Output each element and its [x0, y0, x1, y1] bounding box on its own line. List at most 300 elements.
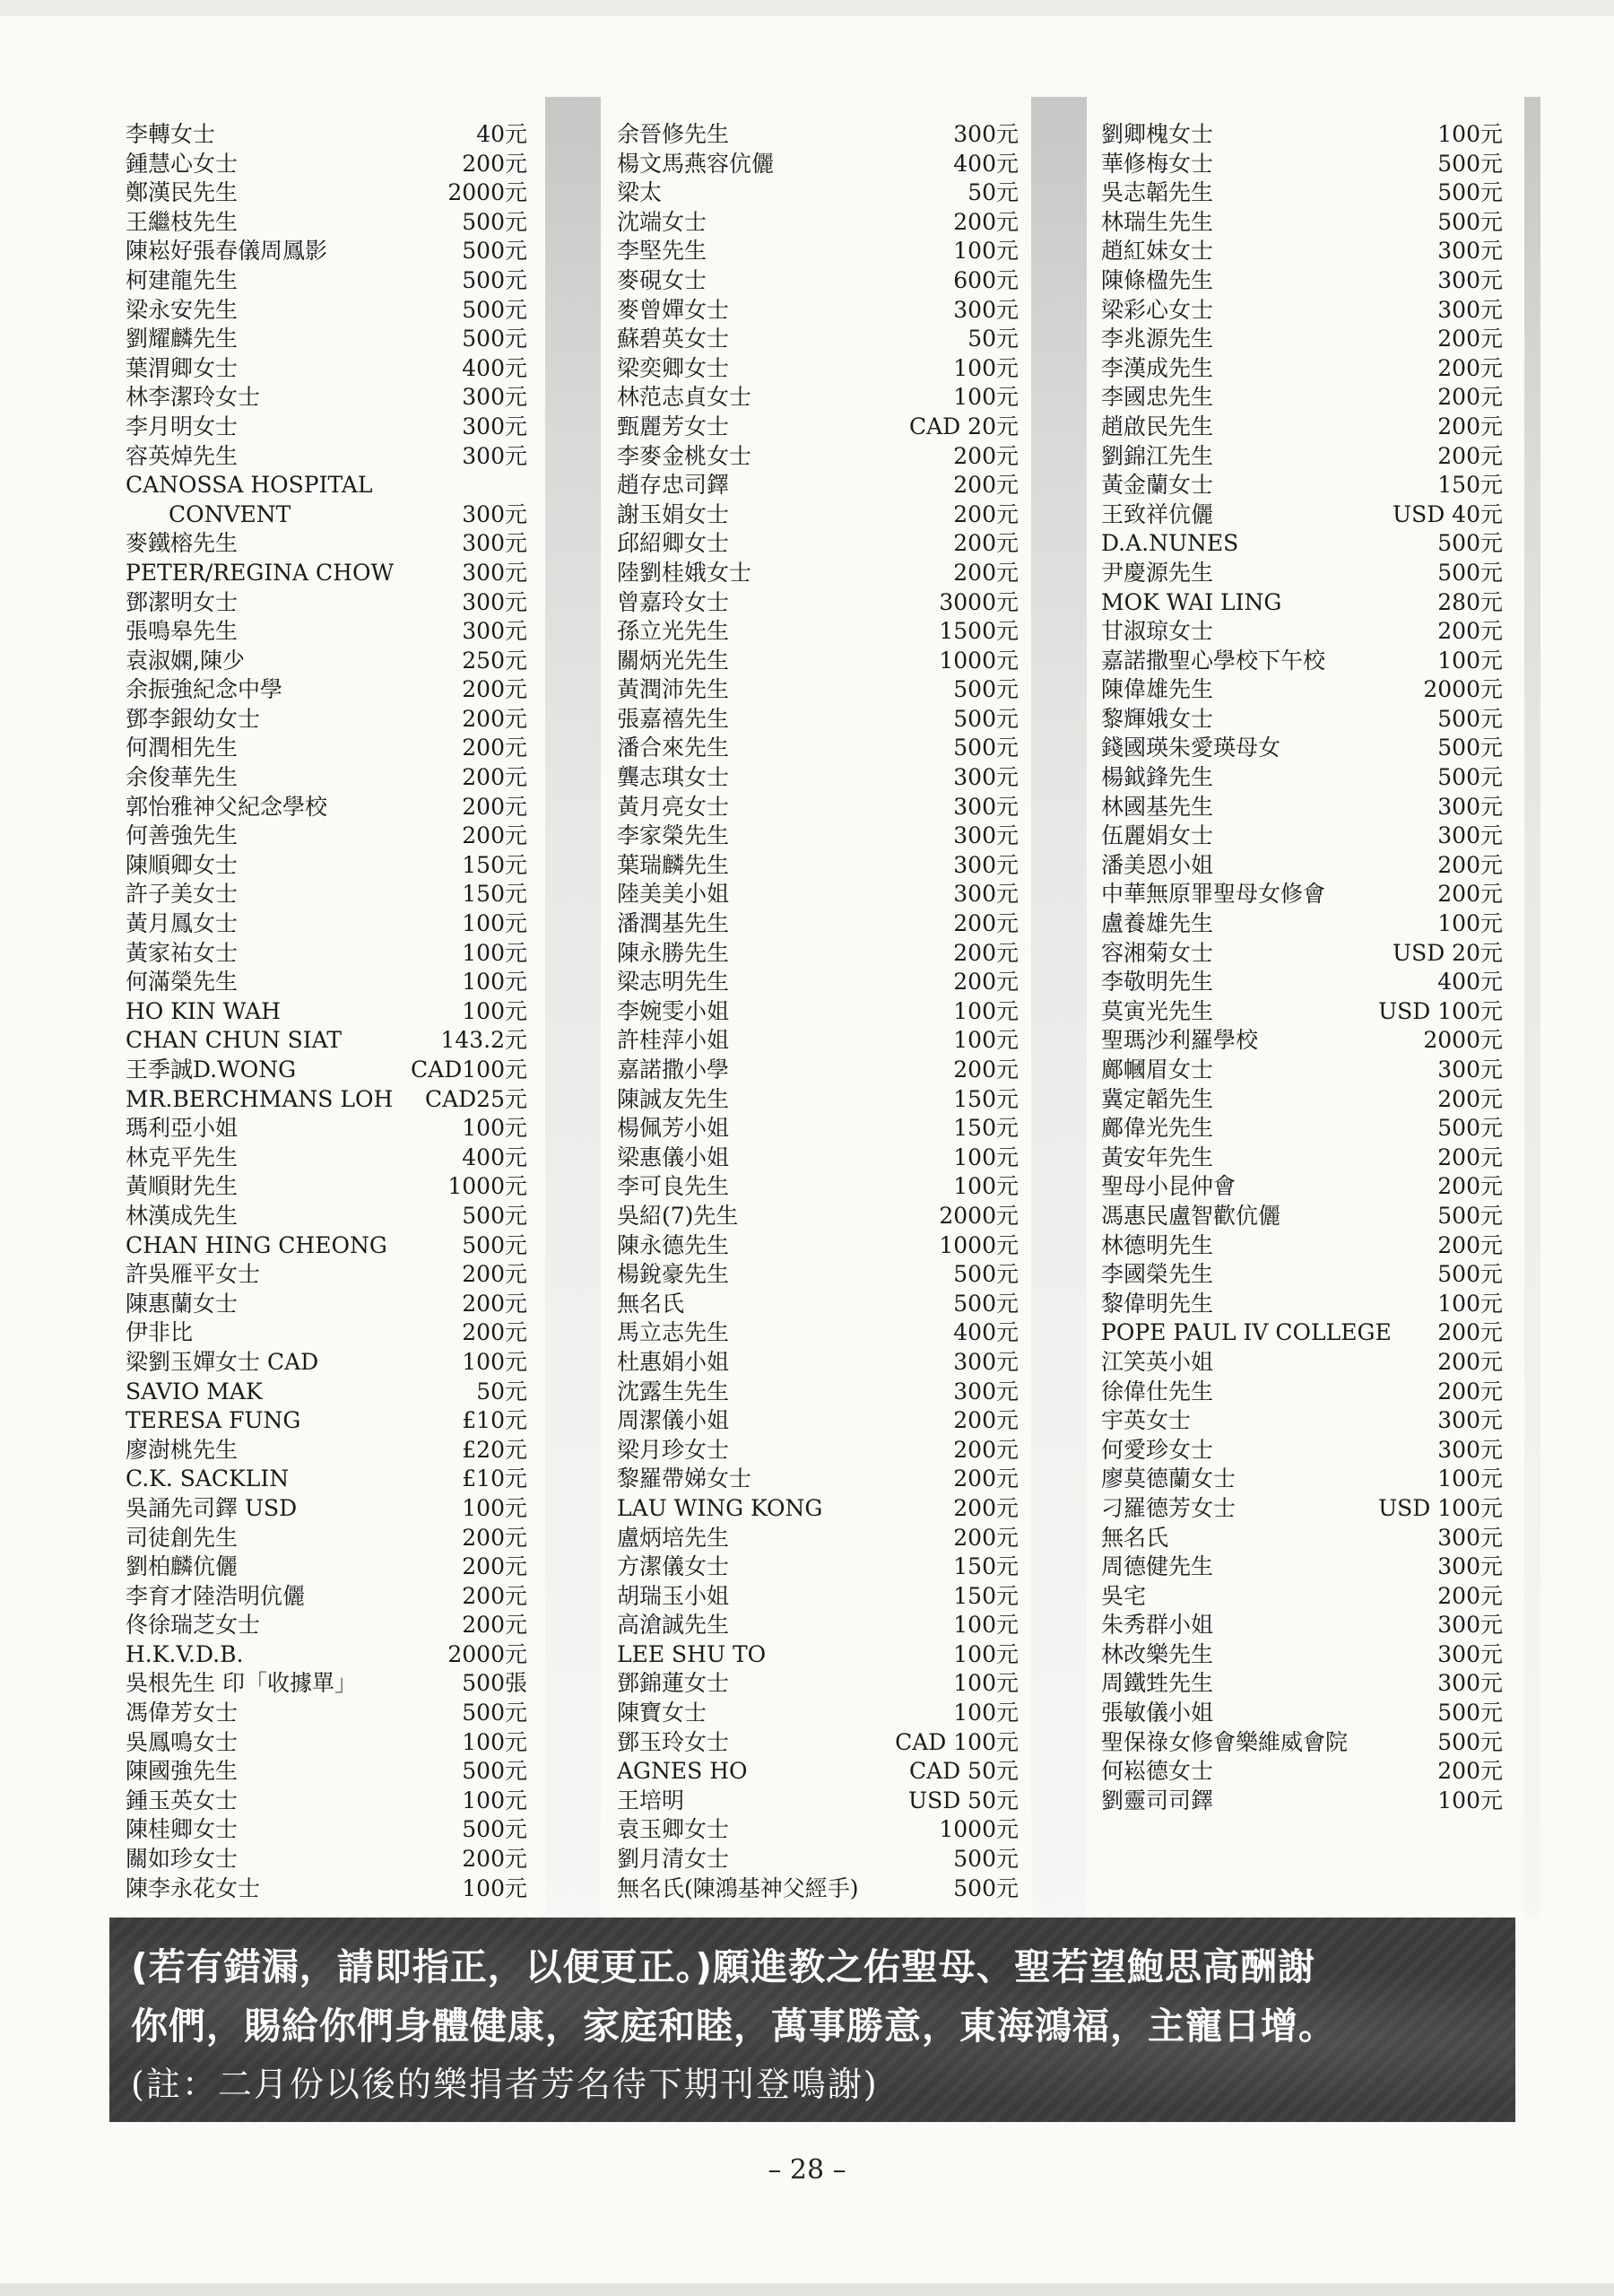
donation-amount: 200元 [953, 1465, 1019, 1492]
donation-amount: 500元 [1437, 1700, 1503, 1726]
donation-amount: 100元 [462, 969, 527, 996]
donor-name: 嘉諾撒小學 [617, 1057, 730, 1083]
donation-amount: 300元 [953, 822, 1019, 849]
donor-name: HO KIN WAH [126, 997, 281, 1024]
donation-amount: 100元 [462, 910, 527, 937]
donor-row [1101, 500, 1503, 530]
donor-row [617, 1085, 1019, 1115]
donor-name: 許桂萍小姐 [617, 1027, 730, 1054]
donor-name: 容英焯先生 [126, 442, 239, 469]
donor-name: 李國榮先生 [1101, 1261, 1214, 1288]
donor-row [1101, 559, 1503, 588]
donor-row [126, 1669, 527, 1699]
donor-row [1101, 1114, 1503, 1144]
donation-amount: 500元 [953, 1846, 1019, 1873]
donor-row [617, 178, 1019, 208]
donor-name: 黃月鳳女士 [126, 910, 239, 937]
donation-amount: 2000元 [1423, 676, 1503, 703]
donation-amount: 100元 [953, 1612, 1019, 1639]
donor-name: 甄麗芳女士 [617, 413, 730, 439]
donor-name: 吳志韜先生 [1101, 179, 1214, 206]
donation-amount: 100元 [953, 1173, 1019, 1200]
donor-row [617, 471, 1019, 500]
donor-name: 劉耀麟先生 [126, 326, 239, 352]
donor-row [617, 1757, 1019, 1787]
donor-name: 甘淑琼女士 [1101, 618, 1214, 645]
donor-name: 許子美女士 [126, 881, 239, 908]
donor-name: 黎羅帶娣女士 [617, 1465, 752, 1492]
donation-amount: £10元 [462, 1465, 527, 1492]
donor-name: TERESA FUNG [126, 1407, 301, 1434]
donor-row [126, 1290, 527, 1319]
donor-row [617, 1845, 1019, 1874]
donor-name: 劉錦江先生 [1101, 442, 1214, 469]
donation-amount: 100元 [953, 1144, 1019, 1170]
donor-row [1101, 325, 1503, 354]
donor-name: 林范志貞女士 [617, 384, 752, 411]
donor-row [1101, 793, 1503, 822]
notice-footnote: (註：二月份以後的樂捐者芳名待下期刊登鳴謝) [131, 2065, 879, 2104]
donation-amount: 200元 [1437, 354, 1503, 381]
donor-name: 林改樂先生 [1101, 1640, 1214, 1667]
donor-name: 黃安年先生 [1101, 1144, 1214, 1170]
donation-amount: 500元 [953, 705, 1019, 732]
donor-row [617, 1144, 1019, 1173]
donor-row [617, 1524, 1019, 1553]
donation-amount: 200元 [462, 705, 527, 732]
donor-row [617, 1231, 1019, 1261]
donation-amount: 280元 [1437, 588, 1503, 615]
donor-row [1101, 1582, 1503, 1612]
donor-name: C.K. SACKLIN [126, 1465, 290, 1492]
donor-name: 李敬明先生 [1101, 969, 1214, 996]
notice-line-2: 你們，賜給你們身體健康，家庭和睦，萬事勝意，東海鴻福，主寵日增。 [131, 2005, 1336, 2048]
donor-name: 容湘菊女士 [1101, 939, 1214, 966]
donor-name: CONVENT [169, 500, 291, 527]
donation-amount: 300元 [462, 618, 527, 645]
donor-name: 陸美美小姐 [617, 881, 730, 908]
donation-amount: 500元 [1437, 1261, 1503, 1288]
donor-row [1101, 1056, 1503, 1085]
donor-name: 沈端女士 [617, 208, 707, 235]
donor-row [126, 968, 527, 997]
donation-amount: 2000元 [447, 179, 527, 206]
donor-row [1101, 1524, 1503, 1553]
donor-name: 楊佩芳小姐 [617, 1115, 730, 1142]
donor-row [617, 120, 1019, 150]
donation-amount: USD 100元 [1378, 1494, 1503, 1521]
donation-amount: 200元 [462, 1319, 527, 1346]
donor-row [617, 1552, 1019, 1582]
donor-row [1101, 880, 1503, 909]
donor-name: 江笑英小姐 [1101, 1348, 1214, 1375]
donation-amount: 100元 [953, 1700, 1019, 1726]
donor-row [617, 325, 1019, 354]
donation-amount: 200元 [953, 472, 1019, 499]
donor-name: 鍾玉英女士 [126, 1787, 239, 1813]
donor-row [1101, 1552, 1503, 1582]
donor-row [126, 1406, 527, 1436]
donor-name: 華修梅女士 [1101, 150, 1214, 177]
donation-amount: 300元 [1437, 1612, 1503, 1639]
donation-amount: 150元 [953, 1085, 1019, 1112]
donor-row [1101, 1640, 1503, 1670]
donor-row [617, 1436, 1019, 1465]
donation-amount: 300元 [953, 793, 1019, 820]
donor-name: 王培明 [617, 1787, 685, 1813]
donor-name: 鄧玉玲女士 [617, 1728, 730, 1755]
donor-name: MOK WAI LING [1101, 588, 1282, 615]
donor-row [126, 1524, 527, 1553]
donation-amount: 200元 [1437, 413, 1503, 439]
donation-amount: 200元 [953, 969, 1019, 996]
donation-amount: 50元 [968, 179, 1019, 206]
donor-name: 李漢成先生 [1101, 354, 1214, 381]
donor-name: 馮偉芳女士 [126, 1700, 239, 1726]
donor-row [126, 1874, 527, 1904]
donation-amount: 100元 [953, 354, 1019, 381]
donor-row [126, 150, 527, 179]
donation-amount: 150元 [953, 1582, 1019, 1609]
donation-amount: 300元 [462, 588, 527, 615]
donation-amount: 100元 [462, 1115, 527, 1142]
donation-amount: 200元 [1437, 384, 1503, 411]
donor-row [1101, 1406, 1503, 1436]
donor-row [1101, 968, 1503, 997]
donor-row [617, 354, 1019, 384]
donation-amount: CAD100元 [411, 1057, 527, 1083]
donor-row [126, 178, 527, 208]
donor-name: 麥硯女士 [617, 266, 707, 293]
donor-row [1101, 675, 1503, 705]
donor-row [126, 880, 527, 909]
donation-amount: 200元 [462, 764, 527, 791]
donation-amount: 200元 [462, 822, 527, 849]
donor-row [1101, 413, 1503, 442]
donation-amount: 100元 [953, 238, 1019, 265]
donation-amount: 500元 [462, 1202, 527, 1229]
donor-row [126, 1114, 527, 1144]
page-bottom-edge [0, 2283, 1614, 2296]
donor-row [617, 1260, 1019, 1290]
donor-row [126, 1640, 527, 1670]
donor-name: 關如珍女士 [126, 1846, 239, 1873]
donor-name: 楊鉞鋒先生 [1101, 764, 1214, 791]
donation-amount: 200元 [1437, 1582, 1503, 1609]
donation-amount: 500元 [953, 1874, 1019, 1901]
donor-row [617, 1494, 1019, 1524]
donor-name: 何善強先生 [126, 822, 239, 849]
donor-row [1101, 208, 1503, 238]
donation-amount: 200元 [953, 208, 1019, 235]
donation-amount: 200元 [1437, 1231, 1503, 1258]
donation-amount: 300元 [1437, 1640, 1503, 1667]
donor-row [1101, 237, 1503, 266]
donation-amount: 1000元 [939, 647, 1019, 674]
donor-row [1101, 617, 1503, 647]
page-top-edge [0, 0, 1614, 16]
donor-name: 鄭漢民先生 [126, 179, 239, 206]
donor-row [1101, 1172, 1503, 1202]
donor-name: 盧炳培先生 [617, 1524, 730, 1551]
donor-row [1101, 851, 1503, 881]
donor-name: 龔志琪女士 [617, 764, 730, 791]
donation-amount: 500元 [1437, 1728, 1503, 1755]
donor-column-1 [126, 120, 527, 1903]
donor-row [126, 939, 527, 969]
donor-row [617, 1582, 1019, 1612]
donor-name: 徐偉仕先生 [1101, 1378, 1214, 1405]
donor-row [126, 500, 527, 530]
donor-name: 陳永勝先生 [617, 939, 730, 966]
donor-row [126, 529, 527, 559]
donation-amount: 200元 [953, 530, 1019, 557]
donor-name: 梁彩心女士 [1101, 296, 1214, 323]
donor-name: 鍾慧心女士 [126, 150, 239, 177]
donation-amount: 200元 [1437, 1758, 1503, 1785]
donor-row [617, 1318, 1019, 1348]
donor-row [126, 1348, 527, 1378]
donor-name: 林克平先生 [126, 1144, 239, 1170]
donor-row [617, 1114, 1019, 1144]
donor-row [1101, 120, 1503, 150]
donor-row [126, 617, 527, 647]
donor-name: 趙啟民先生 [1101, 413, 1214, 439]
donation-amount: 500元 [462, 208, 527, 235]
donor-name: 楊文馬燕容伉儷 [617, 150, 775, 177]
donation-amount: 40元 [476, 121, 527, 147]
donor-name: 許吳雁平女士 [126, 1261, 261, 1288]
donation-amount: 500元 [1437, 705, 1503, 732]
donor-row [1101, 1436, 1503, 1465]
donation-amount: 100元 [1437, 1290, 1503, 1317]
donor-row [617, 1202, 1019, 1231]
donation-amount: 300元 [953, 296, 1019, 323]
donor-name: 張敏儀小姐 [1101, 1700, 1214, 1726]
donor-row [126, 1494, 527, 1524]
donor-row [126, 588, 527, 618]
donor-name: 王致祥伉儷 [1101, 500, 1214, 527]
notice-line-1: (若有錯漏，請即指正，以便更正。)願進教之佑聖母、聖若望鮑思高酬謝 [131, 1945, 1315, 1988]
donation-amount: 500元 [1437, 735, 1503, 761]
donation-amount: 200元 [462, 1261, 527, 1288]
donation-amount: 100元 [462, 1787, 527, 1813]
donation-amount: 600元 [953, 266, 1019, 293]
donor-name: 聖保祿女修會樂維威會院 [1101, 1728, 1349, 1755]
donor-row [1101, 1144, 1503, 1173]
donor-row [617, 208, 1019, 238]
donation-amount: 200元 [462, 1553, 527, 1580]
donor-name: 陳桂卿女士 [126, 1816, 239, 1843]
donation-amount: 250元 [462, 647, 527, 674]
donor-row [617, 909, 1019, 939]
donor-row [1101, 1465, 1503, 1494]
donation-amount: 500元 [462, 266, 527, 293]
donor-name: 鄺幗眉女士 [1101, 1057, 1214, 1083]
donor-name: 馬立志先生 [617, 1319, 730, 1346]
donor-row [617, 851, 1019, 881]
donor-name: POPE PAUL IV COLLEGE [1101, 1319, 1392, 1346]
donor-row [617, 1611, 1019, 1640]
donation-amount: 500元 [1437, 764, 1503, 791]
donor-name: 余振強紀念中學 [126, 676, 283, 703]
donor-row [1101, 442, 1503, 472]
donor-name: 聖母小昆仲會 [1101, 1173, 1237, 1200]
donation-amount: 300元 [462, 442, 527, 469]
donor-name: 陳偉雄先生 [1101, 676, 1214, 703]
donor-name: 周潔儀小姐 [617, 1407, 730, 1434]
donor-row [126, 354, 527, 384]
donor-name: SAVIO MAK [126, 1378, 263, 1405]
donation-amount: 100元 [462, 939, 527, 966]
donation-amount: 200元 [1437, 1085, 1503, 1112]
donor-row [617, 763, 1019, 793]
donor-name: 陳順卿女士 [126, 851, 239, 878]
donor-row [126, 413, 527, 442]
donor-row [126, 1757, 527, 1787]
donor-name: 朱秀群小姐 [1101, 1612, 1214, 1639]
donation-amount: 500元 [462, 296, 527, 323]
donor-name: 梁永安先生 [126, 296, 239, 323]
donation-amount: 300元 [462, 384, 527, 411]
donor-row [1101, 1085, 1503, 1115]
donation-amount: 150元 [953, 1115, 1019, 1142]
donation-amount: 100元 [953, 1027, 1019, 1054]
donor-row [126, 1144, 527, 1173]
donor-name: 盧養雄先生 [1101, 910, 1214, 937]
donor-name: 梁劉玉嬋女士 CAD [126, 1348, 319, 1375]
donor-name: 尹慶源先生 [1101, 559, 1214, 586]
donor-name: 梁奕卿女士 [617, 354, 730, 381]
donor-row [1101, 1348, 1503, 1378]
donation-amount: 300元 [953, 851, 1019, 878]
donor-row [126, 1465, 527, 1494]
donor-row [617, 442, 1019, 472]
donation-amount: 300元 [1437, 1436, 1503, 1463]
donation-amount: 3000元 [939, 588, 1019, 615]
donor-name: 余俊華先生 [126, 764, 239, 791]
donor-row [1101, 178, 1503, 208]
donor-name: 瑪利亞小姐 [126, 1115, 239, 1142]
donation-amount: 500元 [1437, 530, 1503, 557]
donor-row [126, 1085, 527, 1115]
donor-name: 劉月清女士 [617, 1846, 730, 1873]
donation-amount: 100元 [953, 1670, 1019, 1697]
donation-amount: 300元 [953, 1348, 1019, 1375]
donor-name: PETER/REGINA CHOW [126, 559, 395, 586]
donor-name: 蘇碧英女士 [617, 326, 730, 352]
donor-name: 李麥金桃女士 [617, 442, 752, 469]
donation-amount: 200元 [953, 559, 1019, 586]
donor-name: CHAN HING CHEONG [126, 1231, 387, 1258]
donor-name: 何崧德女士 [1101, 1758, 1214, 1785]
donor-row [126, 383, 527, 413]
donation-amount: 500元 [462, 1231, 527, 1258]
donation-amount: USD 100元 [1378, 997, 1503, 1024]
donor-row [126, 1172, 527, 1202]
donation-amount: 2000元 [1423, 1027, 1503, 1054]
donation-amount: 500元 [1437, 559, 1503, 586]
donation-amount: 150元 [953, 1553, 1019, 1580]
donor-row [1101, 1669, 1503, 1699]
donor-name: 無名氏 [1101, 1524, 1169, 1551]
donation-amount: 200元 [1437, 618, 1503, 645]
donor-name: 嘉諾撒聖心學校下午校 [1101, 647, 1326, 674]
donor-name: CANOSSA HOSPITAL [126, 472, 373, 499]
donor-row [1101, 1378, 1503, 1407]
donor-row [126, 325, 527, 354]
donation-amount: 143.2元 [440, 1027, 527, 1054]
donation-amount: 200元 [1437, 442, 1503, 469]
donor-row [126, 675, 527, 705]
donor-name: 葉渭卿女士 [126, 354, 239, 381]
donor-row [126, 120, 527, 150]
donor-row [617, 1815, 1019, 1845]
donor-name: 莫寅光先生 [1101, 997, 1214, 1024]
donor-name: 伍麗娟女士 [1101, 822, 1214, 849]
donor-row [1101, 647, 1503, 676]
donation-amount: 200元 [1437, 1319, 1503, 1346]
donor-row [126, 471, 527, 500]
donation-amount: 1500元 [939, 618, 1019, 645]
donor-row [617, 1290, 1019, 1319]
donation-amount: 300元 [1437, 822, 1503, 849]
donor-name: 馮惠民盧智歡伉儷 [1101, 1202, 1281, 1229]
donation-amount: 300元 [953, 1378, 1019, 1405]
donor-name: 吳誦先司鐸 USD [126, 1494, 298, 1521]
donation-amount: 500元 [462, 326, 527, 352]
donor-name: 廖莫德蘭女士 [1101, 1465, 1237, 1492]
donor-row [1101, 383, 1503, 413]
donor-row [126, 1787, 527, 1816]
donor-row [1101, 705, 1503, 735]
donor-row [617, 647, 1019, 676]
donor-row [126, 296, 527, 326]
donor-name: 劉卿槐女士 [1101, 121, 1214, 147]
donation-amount: 300元 [1437, 793, 1503, 820]
donation-amount: 300元 [462, 530, 527, 557]
donor-row [1101, 1728, 1503, 1758]
donor-row [617, 296, 1019, 326]
donation-amount: 200元 [1437, 1348, 1503, 1375]
donor-name: 鄺偉光先生 [1101, 1115, 1214, 1142]
donation-amount: 200元 [953, 1407, 1019, 1434]
donor-name: 陳國強先生 [126, 1758, 239, 1785]
donor-name: 曾嘉玲女士 [617, 588, 730, 615]
donor-name: D.A.NUNES [1101, 530, 1239, 557]
donation-amount: USD 40元 [1393, 500, 1503, 527]
donation-amount: 300元 [462, 500, 527, 527]
donor-name: 黃潤沛先生 [617, 676, 730, 703]
donor-name: 梁月珍女士 [617, 1436, 730, 1463]
donor-name: 潘合來先生 [617, 735, 730, 761]
donation-amount: £10元 [462, 1407, 527, 1434]
donor-row [617, 1056, 1019, 1085]
donor-name: 聖瑪沙利羅學校 [1101, 1027, 1259, 1054]
donor-row [617, 939, 1019, 969]
donation-amount: 100元 [953, 1640, 1019, 1667]
donor-name: 柯建龍先生 [126, 266, 239, 293]
donor-name: 鄧李銀幼女士 [126, 705, 261, 732]
donor-row [617, 383, 1019, 413]
donor-row [1101, 997, 1503, 1027]
donor-row [617, 1669, 1019, 1699]
donor-row [126, 559, 527, 588]
donation-amount: CAD25元 [424, 1085, 527, 1112]
donor-name: 何潤相先生 [126, 735, 239, 761]
donor-row [126, 1611, 527, 1640]
donor-name: 黃家祐女士 [126, 939, 239, 966]
